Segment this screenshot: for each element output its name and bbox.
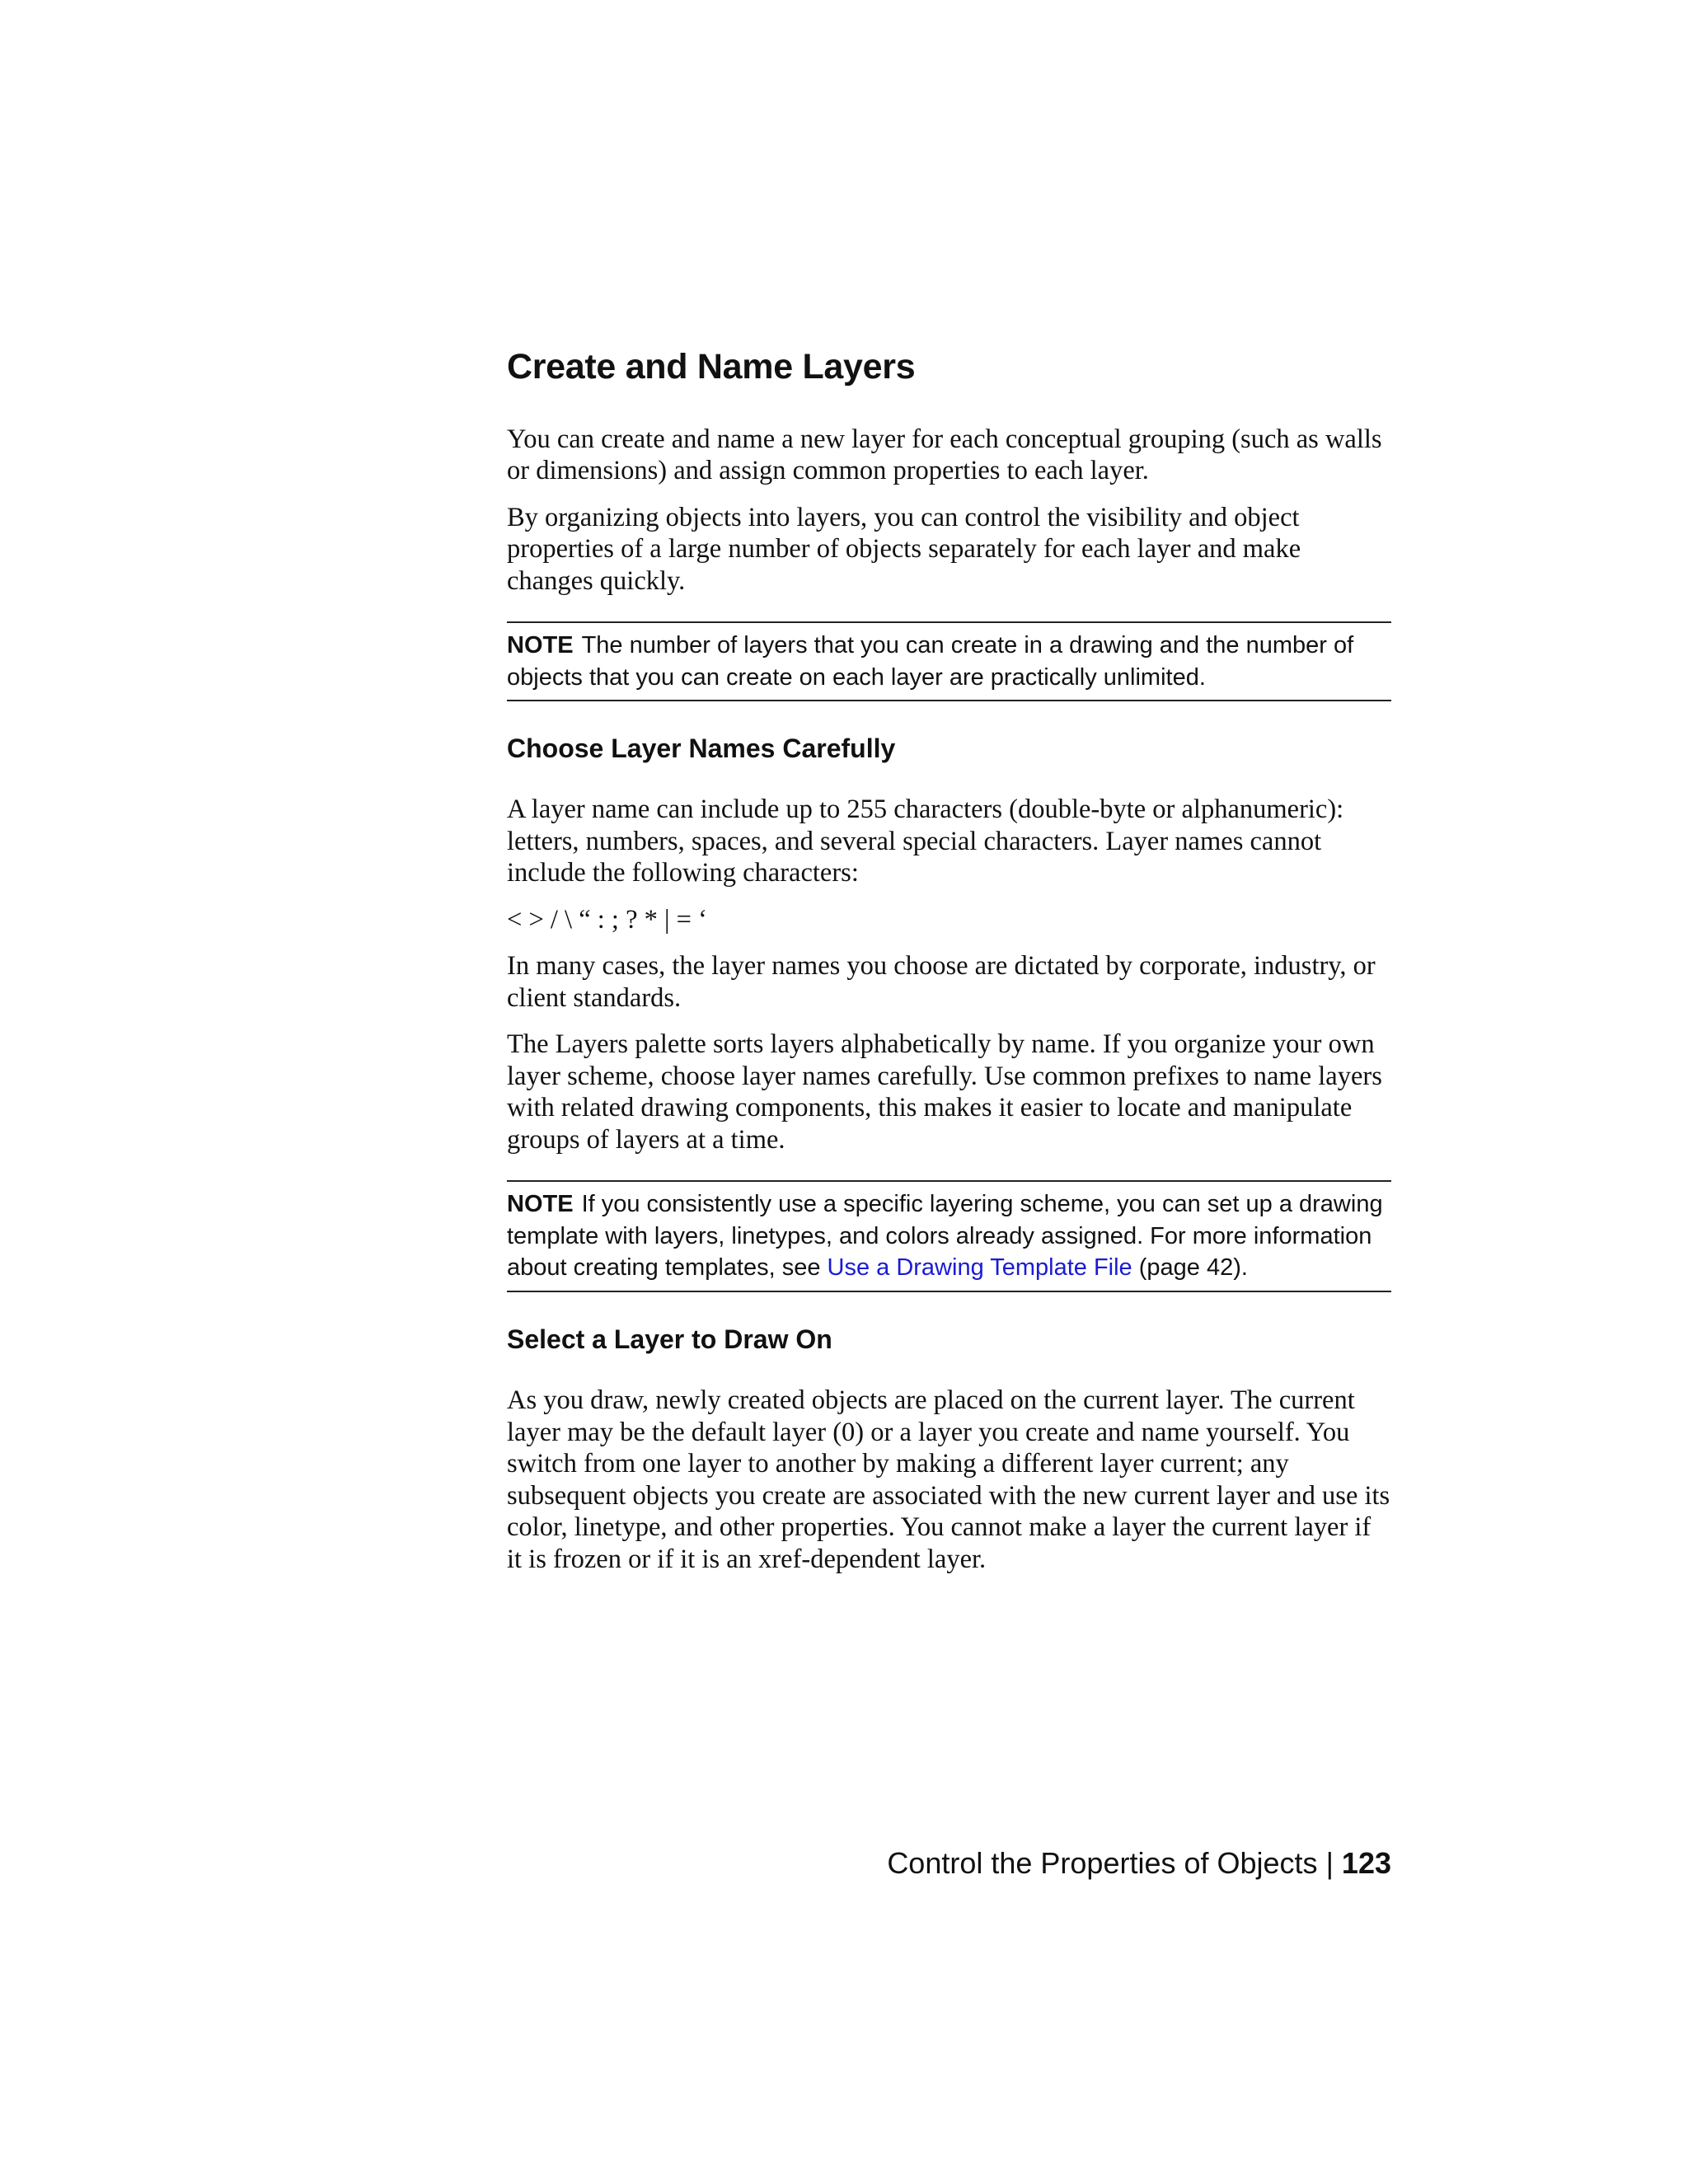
footer-separator: | [1317, 1846, 1342, 1880]
page-content [507, 346, 1391, 1590]
layers-palette-paragraph: The Layers palette sorts layers alphabetically by name. If you organize your own layer scheme, choose layer names carefully. Use common prefixes to name layers with related drawing components, this makes it easier to locate and manipulate groups of layers at a time. [507, 1029, 1382, 1155]
intro-paragraph-1: You can create and name a new layer for each conceptual grouping (such as walls or dimensions) and assign common properties to each layer. [507, 424, 1382, 486]
intro-paragraph-2: By organizing objects into layers, you can control the visibility and object properties of a large number of objects separately for each layer and make changes quickly. [507, 502, 1301, 596]
drawing-template-link[interactable]: Use a Drawing Template File [827, 1254, 1132, 1282]
section-title: Create and Name Layers [507, 347, 916, 387]
note-box-template [507, 1180, 1391, 1292]
current-layer-paragraph: As you draw, newly created objects are placed on the current layer. The current layer may be the default layer (0) or a layer you create and name yourself. You switch from one layer to another by making a different layer current; any subsequent objects you create are associated with the new current layer and use its color, linetype, and other properties. You cannot make a layer the current layer if it is frozen or if it is an xref-dependent layer. [507, 1385, 1390, 1574]
subheading-choose-layer-names: Choose Layer Names Carefully [507, 733, 896, 764]
note-box-layers-unlimited [507, 621, 1391, 701]
note-text-before-link: If you consistently use a specific layering scheme, you can set up a drawing template with layers, linetypes, and colors already assigned. For more information about creating templates, see [507, 1191, 1383, 1282]
subheading-select-layer: Select a Layer to Draw On [507, 1324, 832, 1354]
layer-name-rules-paragraph: A layer name can include up to 255 characters (double-byte or alphanumeric): letters, numbers, spaces, and several special characters. Layer names cannot include the following characters: [507, 794, 1344, 888]
standards-paragraph: In many cases, the layer names you choose are dictated by corporate, industry, or client standards. [507, 951, 1376, 1013]
note-label: NOTE [507, 632, 574, 659]
forbidden-characters: < > / \ “ : ; ? * | = ‘ [507, 904, 707, 935]
note-label: NOTE [507, 1191, 574, 1218]
page-number: 123 [1341, 1846, 1391, 1880]
note-text: The number of layers that you can create in a drawing and the number of objects that you can create on each layer are practically unlimited. [507, 632, 1354, 691]
footer-chapter-title: Control the Properties of Objects [887, 1846, 1318, 1880]
note-text-after-link: (page 42). [1132, 1254, 1248, 1282]
page-footer [507, 1846, 1391, 1881]
